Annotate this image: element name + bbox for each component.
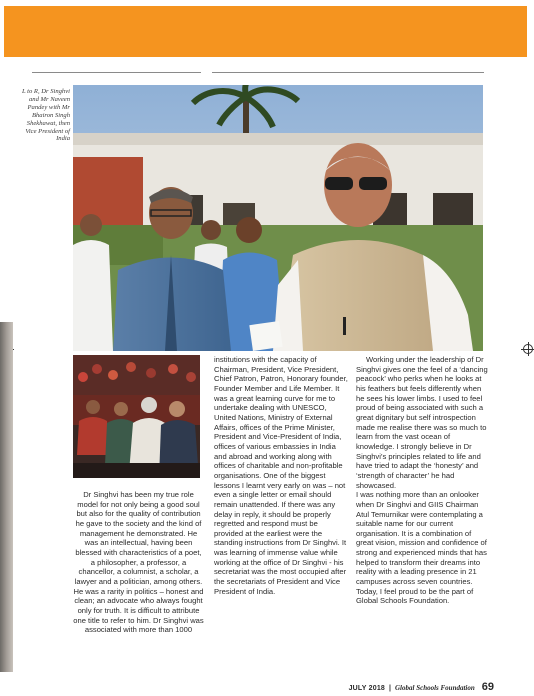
footer-separator: | <box>389 685 391 692</box>
header-rule-right <box>212 72 484 73</box>
header-rule-left <box>32 72 201 73</box>
text-column-3 <box>356 355 490 606</box>
page-number: 69 <box>481 681 494 693</box>
text-column-1 <box>73 490 204 635</box>
column-3-paragraph-1: Working under the leadership of Dr Singhvi gives one the feel of a ‘dancing peacock’ who perks when he looks at his feathers but feels differently when he sees his lower limbs. I used to feel proud of being associated with such a great dignitary but self introspection made me realise there was so much to learn from the vast ocean of knowledge. I strongly believe in Dr Singhvi’s principles related to life and have tried to adapt the ‘honesty’ and ‘strength of character’ he had showcased. <box>356 355 488 490</box>
adjacent-page-edge <box>0 322 13 672</box>
main-photo <box>73 85 483 351</box>
event-photo <box>73 355 200 478</box>
footer-publication: Global Schools Foundation <box>395 684 475 692</box>
photo-caption: L to R, Dr Singhvi and Mr Naveen Pandey with Mr Bhairon Singh Shekhawat, then Vice President of India <box>21 88 70 143</box>
column-1-paragraph: Dr Singhvi has been my true role model for not only being a good soul but also for the quality of contribution he gave to the society and the kind of management he demonstrated. He was an intellectual, having been blessed with characteristics of a poet, a philosopher, a professor, a chancellor, a columnist, a scholar, a lawyer and a politician, among others. He was a rarity in politics – honest and clean; an advocate who always fought only for truth. It is difficult to attribute one title to refer to him. Dr Singhvi was associated with more than 1000 <box>73 490 204 635</box>
text-column-2 <box>214 355 348 596</box>
header-banner <box>4 6 527 57</box>
registration-mark-right <box>523 344 533 354</box>
footer-month: JULY 2018 <box>348 685 386 692</box>
column-3-paragraph-2: I was nothing more than an onlooker when Dr Singhvi and GIIS Chairman Atul Temurnikar were contemplating a suitable name for our current organisation. It is a combination of great vision, mission and confidence of strong and experienced minds that has helped to transform their dreams into reality with a leading presence in 21 campuses across seven countries. Today, I feel proud to be the part of Global Schools Foundation. <box>356 490 487 606</box>
page-footer <box>349 681 494 693</box>
column-2-paragraph: institutions with the capacity of Chairman, President, Vice President, Chief Patron, Patron, Honorary founder, Founder Member and Life Member. It was a great learning curve for me to undertake dealing with UNESCO, United Nations, Ministry of External Affairs, offices of the Prime Minister, President and Vice-President of India, offices of various embassies in India and abroad and working along with offices of charitable and non-profitable organisations. One of the biggest lessons I learnt very early on was – not even a single letter or email should remain unattended. If there was any delay in reply, it should be properly regretted and respond must be provided at the earliest were the standing instructions from Dr Singhvi. It was learning of immense value while working at the office of Dr Singhvi - his secretariat was the most occupied after the secretariats of President and Vice President of India. <box>214 355 348 596</box>
